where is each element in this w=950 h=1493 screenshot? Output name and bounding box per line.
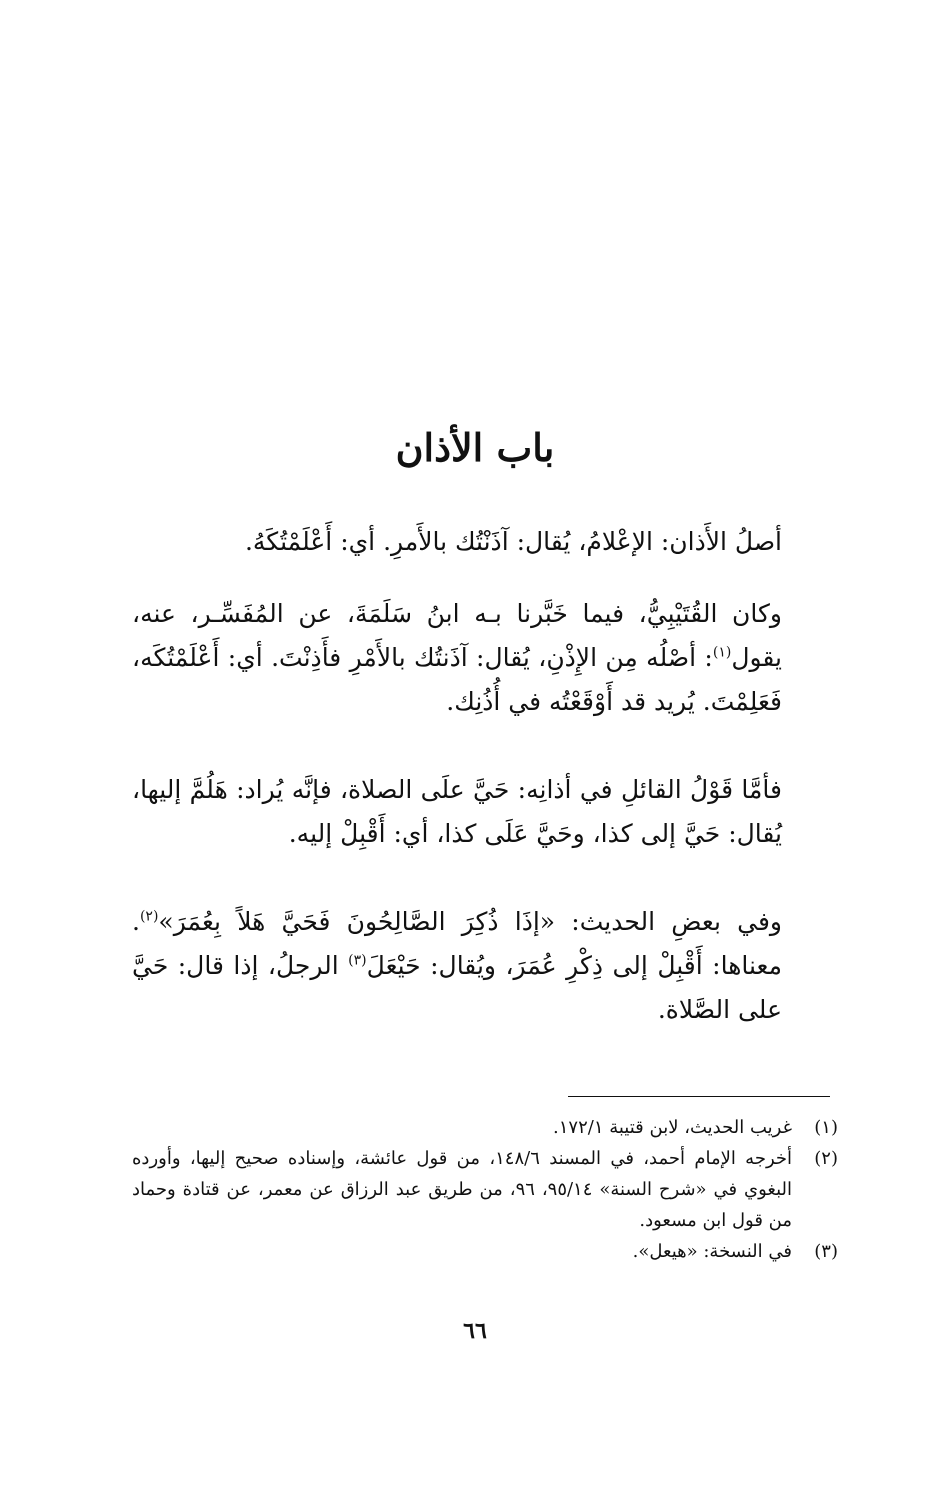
- footnote-ref-2[interactable]: (٢): [139, 908, 159, 925]
- footnote-text: غريب الحديث، لابن قتيبة ١٧٢/١.: [553, 1117, 792, 1138]
- paragraph-2-part-a: وكان القُتَيْبِيُّ، فيما خَبَّرنا بـه ابنُ سَلَمَةَ، عن المُفَسِّـر، عنه،: [132, 599, 782, 628]
- paragraph-1-text: أصلُ الأَذان: الإعْلامُ، يُقال: آذَنْتُك بالأَمرِ. أي: أَعْلَمْتُكَهُ.: [244, 527, 782, 556]
- footnote-ref-3[interactable]: (٣): [348, 952, 367, 969]
- paragraph-4-text: [132, 900, 838, 1032]
- paragraph-3-text: فأمَّا قَوْلُ القائلِ في أذانِه: حَيَّ علَى الصلاة، فإنَّه يُراد: هَلُمَّ إليها، يُقال: حَيَّ إلى كذا، وحَيَّ عَلَى كذا، أي: أَقْبِلْ إليه.: [132, 775, 782, 848]
- footnote-divider: [568, 1096, 830, 1097]
- paragraph-4: [132, 900, 838, 1032]
- paragraph-4-part-a: وفي بعضِ الحديث: «إذَا ذُكِرَ الصَّالِحُونَ فَحَيَّ هَلاً بِعُمَرَ»: [158, 907, 782, 936]
- chapter-title: باب الأذان: [395, 425, 555, 470]
- paragraph-4-part-c: الرجلُ، إذا قال: حَيَّ على الصَّلاة.: [132, 951, 782, 1024]
- footnote-item: [132, 1143, 838, 1236]
- paragraph-3: [132, 768, 838, 856]
- paragraph-4-part-b: . معناها: أَقْبِلْ إلى ذِكْرِ عُمَرَ، ويُقال: حَيْعَلَ: [132, 907, 782, 980]
- footnote-text: أخرجه الإمام أحمد، في المسند ١٤٨/٦، من قول عائشة، وإسناده صحيح إليها، وأورده البغوي في «شرح السنة» ٩٥/١٤، ٩٦، من طريق عبد الرزاق عن معمر، عن قتادة وحماد من قول ابن مسعود.: [132, 1148, 793, 1231]
- footnote-number: (١): [814, 1117, 838, 1138]
- paragraph-2-part-b: يقول: [731, 643, 782, 672]
- footnote-ref-1[interactable]: (١): [712, 644, 732, 661]
- paragraph-2-part-c: : أصْلُه مِن الإِذْنِ، يُقال: آذَنتُك بالأَمْرِ فأَذِنْتَ. أي: أَعْلَمْتُكَه، فَعَلِمْتَ. يُريد قد أَوْقَعْتُه في أُذُنِك.: [132, 643, 782, 716]
- footnote-item: [132, 1112, 838, 1143]
- footnote-text: في النسخة: «هيعل».: [632, 1241, 792, 1262]
- paragraph-2: [132, 592, 838, 724]
- paragraph-1: [132, 520, 838, 564]
- footnote-item: [132, 1236, 838, 1267]
- footnotes: [132, 1112, 838, 1267]
- page-number: ٦٦: [463, 1318, 487, 1344]
- footnote-number: (٢): [814, 1148, 838, 1169]
- paragraph-2-text: [132, 592, 838, 724]
- footnote-number: (٣): [814, 1241, 838, 1262]
